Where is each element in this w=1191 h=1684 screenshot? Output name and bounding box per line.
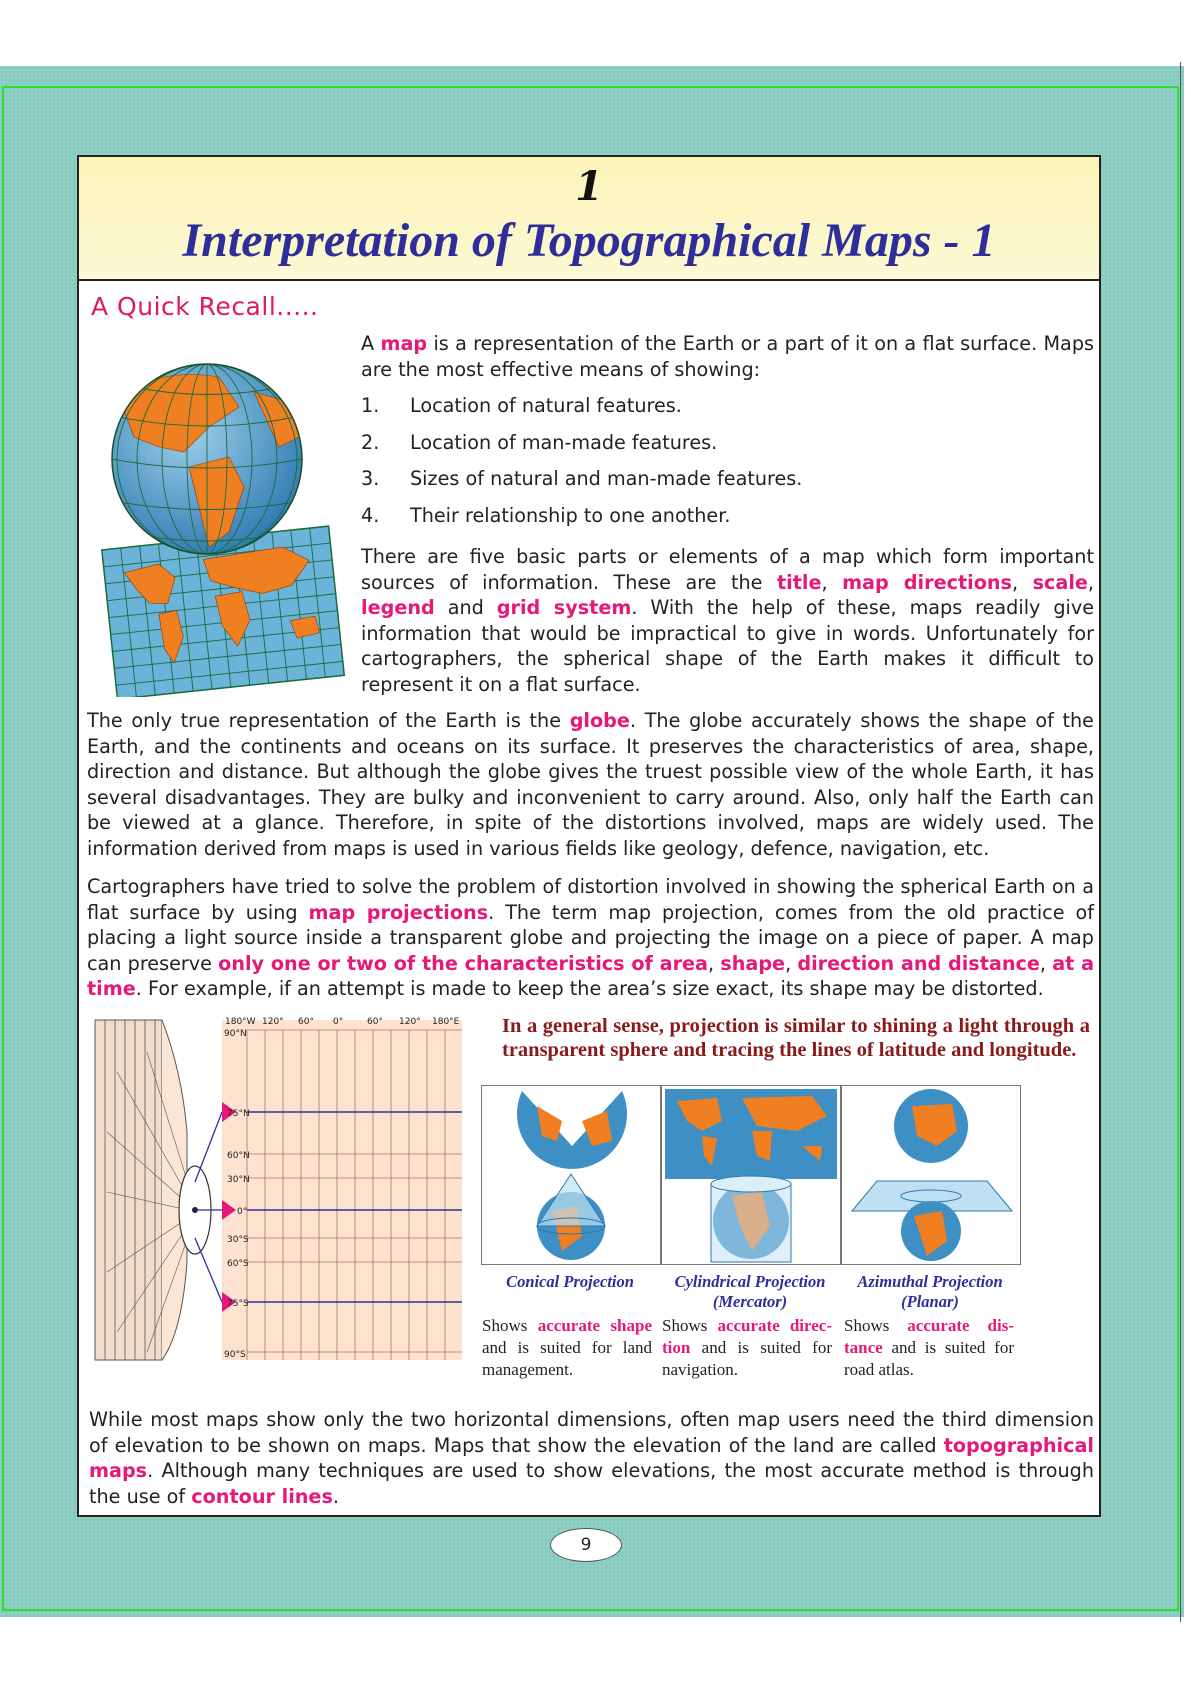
chapter-header <box>79 157 1099 281</box>
highlight: accurate shape <box>537 1316 652 1335</box>
lat-side-label-0: 90°N <box>224 1029 247 1039</box>
trim-line <box>1180 62 1181 1622</box>
text: While most maps show only the two horizontal dimensions, often map users need the third dimension of elevation to be shown on maps. Maps that show the elevation of the land are called <box>89 1408 1094 1457</box>
lat-top-label-5: 120° <box>399 1017 421 1027</box>
text: . <box>332 1484 339 1508</box>
term-map-projections: map projections <box>308 900 489 924</box>
list-number: 4. <box>361 503 380 527</box>
caption-text: Azimuthal Projection <box>857 1272 1003 1291</box>
lat-top-label-1: 120° <box>262 1017 284 1027</box>
lat-side-label-7: 75°S <box>227 1299 249 1309</box>
cylinder-latitude-diagram <box>87 1012 462 1367</box>
highlight: accurate dis-tance <box>844 1316 1014 1357</box>
chapter-number: 1 <box>575 163 603 210</box>
text: . With the help of these, maps readily give information that would be impractical to give in words. Unfortunately for cartographers, the spherical shape of the Earth makes it difficult to represent it on a flat surface. <box>361 596 1095 696</box>
highlight-characteristics: only one or two of the characteristics of area <box>218 951 708 975</box>
highlight: accurate direc-tion <box>662 1316 832 1357</box>
term-globe: globe <box>569 709 630 732</box>
list-text: Location of man-made features. <box>410 430 718 454</box>
list-item <box>361 394 802 431</box>
term-topographical-maps: topographical maps <box>89 1433 1094 1482</box>
text: There are five basic parts or elements of a map which form important sources of information. These are the <box>361 545 1094 594</box>
text: . The term map projection, comes from the old practice of placing a light source inside a transparent globe and projecting the image on a piece of paper. A map can preserve <box>87 900 1094 975</box>
lat-side-label-8: 90°S <box>224 1350 246 1360</box>
text: . Although many techniques are used to show elevations, the most accurate method is through the use of <box>89 1459 1094 1508</box>
text: and <box>434 596 497 619</box>
conical-projection-image <box>481 1085 661 1265</box>
intro-paragraph <box>361 331 1094 382</box>
text: , <box>1087 570 1095 594</box>
caption-sub: (Mercator) <box>712 1292 788 1311</box>
lat-side-label-1: 75°N <box>227 1109 250 1119</box>
topographic-paragraph <box>89 1407 1094 1509</box>
lat-top-label-6: 180°E <box>432 1017 460 1027</box>
text: , <box>785 951 798 975</box>
lat-side-label-2: 60°N <box>227 1151 250 1161</box>
lat-side-label-3: 30°N <box>227 1175 250 1185</box>
text: . The globe accurately shows the shape of the Earth, and the continents and oceans on its surface. It preserves the characteristics of area, shape, direction and distance. But although the globe gives the truest possible view of the whole Earth, it has several disadvantages. They are bulky and inconvenient to carry around. Also, only half the Earth can be viewed at a glance. Therefore, in spite of the distortions involved, maps are widely used. The information derived from maps is used in various fields like geology, defence, navigation, etc. <box>87 709 1094 860</box>
highlight-at-a-time: at a time <box>87 951 1095 1000</box>
intro-text-b: is a representation of the Earth or a part of it on a flat surface. Maps are the most effective means of showing: <box>361 332 1094 381</box>
conical-description <box>482 1315 652 1381</box>
lat-side-label-5: 30°S <box>227 1235 249 1245</box>
azimuthal-caption <box>839 1272 1021 1312</box>
lat-top-label-3: 0° <box>333 1017 344 1027</box>
globe-paragraph <box>87 708 1094 861</box>
caption-text: Conical Projection <box>506 1272 634 1291</box>
lat-side-label-6: 60°S <box>227 1259 249 1269</box>
list-item <box>361 431 802 468</box>
highlight-direction-distance: direction and distance <box>797 951 1040 975</box>
page-number: 9 <box>550 1528 622 1562</box>
term-title: title <box>776 570 822 594</box>
chapter-title: Interpretation of Topographical Maps - 1 <box>182 214 996 267</box>
recall-heading: A Quick Recall..... <box>91 292 319 321</box>
text: , <box>1011 570 1033 594</box>
highlight-shape: shape <box>720 951 786 975</box>
cylindrical-caption <box>659 1272 841 1312</box>
text: and is suited for land management. <box>482 1338 652 1379</box>
list-text: Location of natural features. <box>410 394 682 417</box>
content-card <box>77 155 1101 1517</box>
term-map: map <box>380 332 428 355</box>
text: and is suited for navigation. <box>662 1338 832 1379</box>
term-contour-lines: contour lines <box>191 1484 333 1508</box>
text: . For example, if an attempt is made to keep the area’s size exact, its shape may be distorted. <box>135 977 1044 1000</box>
text: Shows <box>662 1316 718 1335</box>
text: The only true representation of the Earth is the <box>87 709 570 732</box>
map-uses-list <box>361 394 802 540</box>
list-number: 2. <box>361 430 380 454</box>
azimuthal-description <box>844 1315 1014 1381</box>
text: Shows <box>844 1316 908 1335</box>
globe-map-illustration <box>89 357 347 697</box>
text: , <box>821 570 843 594</box>
conical-caption <box>479 1272 661 1292</box>
intro-text-a: A <box>361 332 381 355</box>
cylindrical-description <box>662 1315 832 1381</box>
text: , <box>1039 951 1053 975</box>
list-number: 3. <box>361 467 380 490</box>
caption-sub: (Planar) <box>901 1292 959 1311</box>
azimuthal-projection-image <box>841 1085 1021 1265</box>
term-legend: legend <box>361 596 435 619</box>
list-text: Their relationship to one another. <box>410 503 731 527</box>
lat-top-label-2: 60° <box>298 1017 314 1027</box>
text: and is suited for road atlas. <box>844 1338 1014 1379</box>
text: , <box>708 951 721 975</box>
list-number: 1. <box>361 394 380 417</box>
text: Cartographers have tried to solve the problem of distortion involved in showing the spherical Earth on a flat surface by using <box>87 875 1094 924</box>
term-map-directions: map directions <box>842 570 1012 594</box>
lat-top-label-0: 180°W <box>225 1017 256 1027</box>
lat-top-label-4: 60° <box>367 1017 383 1027</box>
lat-side-label-4: 0° <box>237 1207 248 1217</box>
list-text: Sizes of natural and man-made features. <box>410 467 803 490</box>
text: Shows <box>482 1316 538 1335</box>
term-scale: scale <box>1032 570 1088 594</box>
projection-paragraph <box>87 874 1094 1002</box>
list-item <box>361 504 802 541</box>
map-elements-paragraph <box>361 544 1094 697</box>
term-grid-system: grid system <box>496 596 632 619</box>
projection-heading: In a general sense, projection is similar to shining a light through a transparent sphere and tracing the lines of latitude and longitude. <box>502 1015 1090 1061</box>
caption-text: Cylindrical Projection <box>674 1272 826 1291</box>
list-item <box>361 467 802 504</box>
cylindrical-projection-image <box>661 1085 841 1265</box>
